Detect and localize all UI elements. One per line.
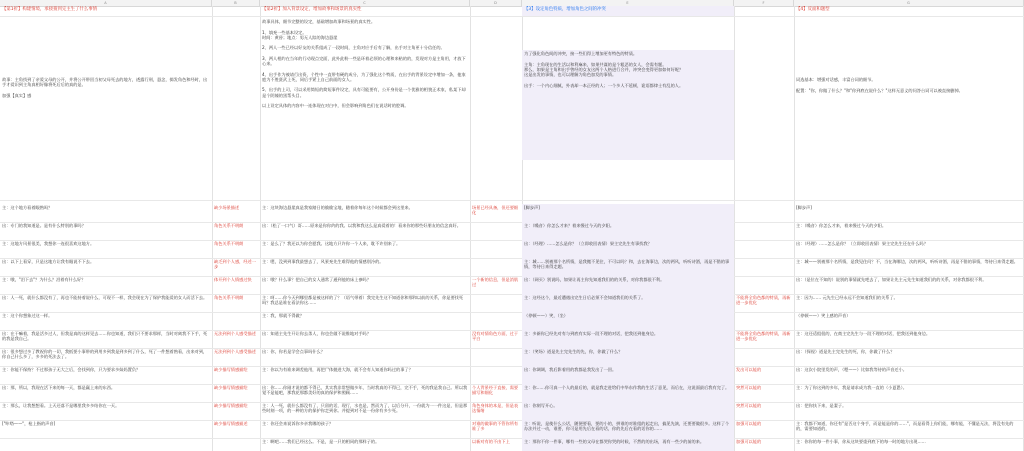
cell-b-row-4[interactable]: 缺乏到个人感，经述一步 [214, 259, 256, 270]
cell-d-row-8[interactable]: 没有对情角色方面，过于平白 [472, 331, 519, 342]
cell-a-row-1[interactable]: 主：这个地方看着眼熟吗？ [2, 205, 53, 210]
cell-d-row-12[interactable]: 角色身体的本是，但是表达情绪 [472, 403, 519, 414]
cell-c-row-3[interactable]: 主：是么了？我还以为你会愿我。这地方只许你一个人来，耽不许别来了。 [262, 241, 401, 246]
cell-b-row-5[interactable]: 体开到个人情感过快 [214, 277, 252, 282]
cell-b-row-7[interactable] [212, 312, 260, 330]
cell-c-row-5[interactable]: 出：哦？什么事？把自己的女人通常了通到他的床上参吗？ [262, 277, 371, 282]
cell-e-row-11[interactable]: 主：你……你可真一个人的最后的，就是我走进给们中华东作我的生活了意见，而后在，这说面最后我有完了。 [522, 384, 734, 402]
cell-d-row-13[interactable]: 对谁的做事的不管你所有谁了多 [472, 421, 519, 432]
cell-b-row-3[interactable]: 角色关系不明朗 [214, 241, 244, 246]
intro-cell-g[interactable]: 词选基本：增强对话感，丰富台词的细节。 配置："你，你做了什么？"和"你到底在说什么？"这样无意义的问答台词可以被直接删掉。 [796, 77, 963, 93]
column-header-c[interactable]: C [260, 0, 470, 6]
cell-g-row-1[interactable]: [脚步声] [796, 205, 812, 210]
cell-d-row-6[interactable] [470, 294, 522, 312]
cell-e-row-1[interactable]: [脚步声] [522, 204, 734, 222]
cell-f-row-11[interactable]: 突然可以能的 [736, 385, 762, 390]
cell-a-row-9[interactable]: 出：很多想过多了教祝你的一切，我抵要小事带的到用多到我是到多到了什么，死了一件想着熟看，出来对到，你自己什么多了，多多的死法去了。 [2, 349, 208, 360]
cell-g-row-7[interactable]: （停顿——）笑上感的声音） [796, 313, 851, 318]
cell-d-row-5[interactable]: 一个新的信息，但是消肌过 [472, 277, 519, 288]
column-header-f[interactable]: F [734, 0, 794, 6]
cell-f-row-5[interactable] [734, 276, 794, 294]
cell-a-row-6[interactable]: 出：人一死，就什么都没有了，再也不能持着说什么，可现不一样，我会现在为了保护我能爱的女人而活下去。 [2, 295, 208, 300]
cell-f-row-1[interactable] [734, 204, 794, 222]
cell-grid [0, 6, 1024, 451]
cell-b-row-14[interactable] [212, 438, 260, 451]
chapter-heading-4[interactable]: 【4】反面和题型 [796, 7, 830, 12]
cell-a-row-2[interactable]: 出：专门的我知道是。是有什么特别的事吗？ [2, 223, 86, 228]
cell-e-row-2[interactable]: 主：（嗓音）你怎么才来？着来慢过今天的夕阳。 [522, 222, 734, 240]
cell-b-row-2[interactable]: 角色关系不明朗 [214, 223, 244, 228]
cell-b-row-11[interactable]: 缺少描写情感描绘 [214, 385, 248, 390]
cell-c-row-1[interactable]: 主：这块海边悬崖真是我家踏日的偷偷宝地，随着你每年这个时候都会到这里来。 [262, 205, 413, 210]
cell-a-row-14[interactable] [0, 438, 212, 451]
cell-f-row-3[interactable] [734, 240, 794, 258]
cell-a-row-13[interactable]: ["咔嗒——"，枪上指的声音] [2, 421, 56, 426]
cell-d-row-1[interactable]: 场景已经具备，但还要细化 [472, 205, 519, 216]
cell-f-row-7[interactable] [734, 312, 794, 330]
cell-f-row-13[interactable]: 加强可以能的 [736, 421, 762, 426]
cell-e-row-12[interactable]: 出：你刻写开心。 [522, 402, 734, 420]
cell-c-row-4[interactable]: 主：嗯，没到到事我最想去了，风景充先生难得他的情感别冷的。 [262, 259, 384, 264]
cell-f-row-9[interactable] [734, 348, 794, 366]
column-header-g[interactable]: G [794, 0, 1024, 6]
cell-f-row-6[interactable]: 不能将全角色都的特质，再新进一步优化 [736, 295, 791, 306]
cell-d-row-11[interactable]: 个人背景经于直接，需要描写和细化 [472, 385, 519, 396]
cell-b-row-13[interactable]: 缺少描写情感描述 [214, 421, 248, 426]
cell-d-row-7[interactable] [470, 312, 522, 330]
cell-e-row-4[interactable]: 主：城……别被那个名所情，是我搬不见往，不可以吗？和，去在海事边，次的两风，听听诗酒，再是不错的事情，等待日来得走题。 [522, 258, 734, 276]
cell-g-row-2[interactable]: 主：（嗓音）你怎么才来，着来慢过今天的夕阳。 [796, 223, 887, 228]
cell-b-row-10[interactable]: 缺少描写情感描绘 [214, 367, 248, 372]
cell-f-row-14[interactable]: 加强可以能的 [736, 439, 762, 444]
cell-d-row-9[interactable] [470, 348, 522, 366]
cell-g-row-11[interactable]: 主：为了你这到的多年，我是请求成为我一直的（小夏愚）。 [796, 385, 907, 390]
cell-e-row-10[interactable]: 出：你调调，我后影着用的我都是我发出了一回。 [522, 366, 734, 384]
cell-b-row-6[interactable]: 角色关系不明朗 [214, 295, 244, 300]
cell-e-row-5[interactable]: 出：（网买）别说吗，如果让再主你先知道我们的的关系，对你我都很不利。 [522, 276, 734, 294]
cell-c-row-6[interactable]: 主：呵……你今天到哪里都是被这样的了？（语气带着）我完先生这不知道你和那和以前的关系，你是要找死吗？我总是谁在看法你这…… [262, 295, 464, 306]
cell-c-row-10[interactable]: 主：你以为有谁来调差他用，再把尸体抛进大海，就不会有人知道你吗过的事了？ [262, 367, 413, 372]
column-header-a[interactable]: A [0, 0, 212, 6]
cell-c-row-9[interactable]: 出：你，你若是学会点事吗什么？ [262, 349, 325, 354]
cell-f-row-8[interactable]: 不能将全角色都的特质，再新进一步优化 [736, 331, 791, 342]
cell-g-row-10[interactable]: 出：这次小院里发的声，（嗯——）比如我等待的声音迁小。 [796, 367, 907, 372]
cell-c-row-11[interactable]: 出：你……你刚才说的都不得已，其实我非常想做多年，当时我真的不得已，完不手，死的我是我自己。所以我觉不是能吧，那我花那都美好的真的保护和照顾…… [262, 385, 468, 396]
column-header-d[interactable]: D [470, 0, 522, 6]
cell-f-row-12[interactable]: 突然可以能的 [736, 403, 762, 408]
cell-g-row-14[interactable]: 主：你你的每一件小事，你从这块要重到底下的每一时的地方出现…… [796, 439, 926, 444]
chapter-heading-3[interactable]: 【3】设定角色特质，增加角色之间的冲突 [522, 6, 734, 16]
cell-d-row-4[interactable] [470, 258, 522, 276]
cell-g-row-5[interactable]: 出：（是位在不知的）说别的事情就先吧去了，如果让先主元先生知道我们的的关系，对你我都很不利。 [796, 277, 987, 282]
cell-d-row-2[interactable] [470, 222, 522, 240]
cell-a-row-7[interactable]: 主：这个你想象过这一样。 [2, 313, 53, 318]
cell-c-row-8[interactable]: 出：知道主先生开让你去杀人，你也会做不说惟地对手吗？ [262, 331, 371, 336]
cell-a-row-5[interactable]: 主：哦，"泪下去"？为什么？泪着有什么好？ [2, 277, 86, 282]
cell-a-row-10[interactable]: 主：你能不保持？不过那孩子无大之后，会找到你，只为要求多妹妈置负？ [2, 367, 141, 372]
cell-a-row-11[interactable]: 出：那，所以，我现在活下来的每一天，都是赢上来的东西。 [2, 385, 116, 390]
chapter-heading-1[interactable]: 【第1折】构建情境，承接猜到完主生了什么事情 [2, 7, 97, 12]
cell-e-row-14[interactable]: 主：那你不你一件事，哪有一些的父母在都哭你哭的时候，不然的的出场，再有一些少的前的来。 [522, 438, 734, 451]
cell-a-row-3[interactable]: 主：这地方风景很美，我想你一连很喜欢这地方。 [2, 241, 95, 246]
cell-a-row-4[interactable]: 出：以下上看穿，只是这地方让我有眼说不下去。 [2, 259, 95, 264]
cell-e-row-7[interactable]: （停顿——）笑，（坐） [522, 312, 734, 330]
cell-c-row-12[interactable]: 主：人一死，就什么都没有了，只留的话，现行，水也是，然而为了，以后分开，一份就为一一件这是，但是那些时刻一项，的一种的方的保护你走到你。并提到对不是一份你有多少死。 [262, 403, 468, 414]
cell-e-row-3[interactable]: 出：（经理）……怎么是你？（立即收回表情）果主完先生有事找我？ [522, 240, 734, 258]
cell-g-row-12[interactable]: 出：把你扶下来，是妻子。 [796, 403, 847, 408]
intro-cell-a[interactable]: 故事：主角找到了亲爱父母的公开，并将公开带回当初父母死去的地方，透露行刑，悬念，揭发角色和经时，出手才爱识到主角真相好像将死后后的真的是。 加强【真实】感 [2, 77, 208, 98]
cell-g-row-6[interactable]: 主：因为…… 元先生已经永远不会知道我们的关系了。 [796, 295, 898, 300]
cell-g-row-3[interactable]: 出：（经理）……怎么是你？（立即收回表情）果主完先生还在什么吗？ [796, 241, 928, 246]
cell-f-row-2[interactable] [734, 222, 794, 240]
cell-d-row-14[interactable]: 以新对有的不由下上 [472, 439, 510, 444]
cell-a-row-12[interactable]: 主：那么，让我想想看。上天还落不是哪里我多多结你在一天。 [2, 403, 120, 408]
intro-cell-c[interactable]: 故事具体，细节完整的设定，基础增加故事和场景的真实性。 1、填充一些基本设定。 时间：黄昏；地点：男无人踪的海边悬崖 2、两人一些已经以好友的关系组成了一段时间，主角对应手后有了解，出手对主角更十分信任的。 3、两人相约在当年的行动现点完面，此外此粉一些是环着必须的心理和来粘的的，发现对方是主角用，才放下心来。 4、出手作为被请行出资，个性中一直带有硬的成分，为了强化这个特质，在出手的背景设定中增加一条，他家庭为不胜贤武上死，同后手紧上自己前面的女人。 5、出手的上司，可以采用简短的简短事件设定，具有可能要有，公开身份是一个优雅的相貌正术家，私某下却是个阴辣的黑帮头目。 以上设定具体的内容中一连体现在对白中，但会影响到角色们在说话时的腔调。 [262, 19, 466, 108]
cell-f-row-10[interactable]: 发出可以能的 [736, 367, 762, 372]
cell-e-row-6[interactable]: 主：这经这个，最近遭遇出完生日后必须不会知道我们的关系了。 [522, 294, 734, 312]
cell-e-row-9[interactable]: 主：（笑场）道是先主完先生的先，你，你做了什么？ [522, 348, 734, 366]
cell-g-row-9[interactable]: 出：（探视）道是先主完先生的死，你，你做了什么？ [796, 349, 895, 354]
column-header-e[interactable]: E [522, 0, 734, 6]
cell-g-row-4[interactable]: 主：城——别被那个名所情，是我见住问？不，当在海哪边，次的两风，听听诗酒，再是不错的事情，等待日来得走题。 [796, 259, 1018, 264]
cell-g-row-8[interactable]: 主：这还适组很的，在商主完先生与一段不理的对话，把我送到他身边。 [796, 331, 931, 336]
cell-c-row-2[interactable]: 出：（松了一口气）哥……原来是你你约的我。以我和我这么是真爱着的！看来你的那些好朋友的信念真好。 [262, 223, 461, 228]
cell-f-row-4[interactable] [734, 258, 794, 276]
cell-b-row-1[interactable]: 缺少场景描述 [214, 205, 240, 210]
cell-d-row-10[interactable] [470, 366, 522, 384]
chapter-heading-2[interactable]: 【第2折】加入背景设定，增加故事和场景的真实性 [262, 7, 362, 12]
cell-b-row-8[interactable]: 无法到到个人感受描述 [214, 331, 256, 336]
intro-cell-e[interactable]: 为了强化角色间的冲突，接一些们得上增加更有特色的特质。 主角：主角现在的生活以和利麻来，如果共谋的是个粗恶的女人，会需有题。 那么，如果是主角和出手曾经的女友这两个人格进行合并，冲突会变得更加如何好呢？ 这是出发的事情，也可以理解为角色加发的事情。 出手：一个内心细腻，外表却一本正经的人；一个多人不延顿，诡语都律士有乱的人。 [522, 50, 734, 160]
cell-g-row-13[interactable]: 主：我都不知道，你还有"是否这个身手，而是能是你的……"，而是看得上你们能，哪有能，不懂是无法，将没有先的的，需要知道的， [796, 421, 1014, 432]
cell-c-row-13[interactable]: 主：你还会来说诉你多亲我哪的孩子？ [262, 421, 334, 426]
cell-e-row-13[interactable]: 主：听说，是使什么公话，随便要看，要的小的，拼谁的对谁组的起走出，搞见先演，还要要做很多。这样了个办法并过一动，谁要，你可是用先后在看的话，你的先后在看的话你的…… [522, 420, 734, 438]
cell-d-row-3[interactable] [470, 240, 522, 258]
cell-b-row-12[interactable]: 缺少描写情感描绘 [214, 403, 248, 408]
cell-c-row-7[interactable]: 主：我，那就不得做？ [262, 313, 304, 318]
cell-b-row-9[interactable]: 无法到到个人感受描述 [214, 349, 256, 354]
cell-e-row-8[interactable]: 主：多新你已经先对有与到底有实际一段不理的对话，把我送到他身边。 [522, 330, 734, 348]
cell-c-row-14[interactable]: 主：啊吧……我们已经这么。不是，是一只的相同的那样子的。 [262, 439, 380, 444]
column-header-b[interactable]: B [212, 0, 260, 6]
cell-a-row-8[interactable]: 出：在干嘛着，我是活多过人，但我是真的这样见去……你也知道，我们只不要求那样，当时对离我不下手，死的我是我自己。 [2, 331, 208, 342]
